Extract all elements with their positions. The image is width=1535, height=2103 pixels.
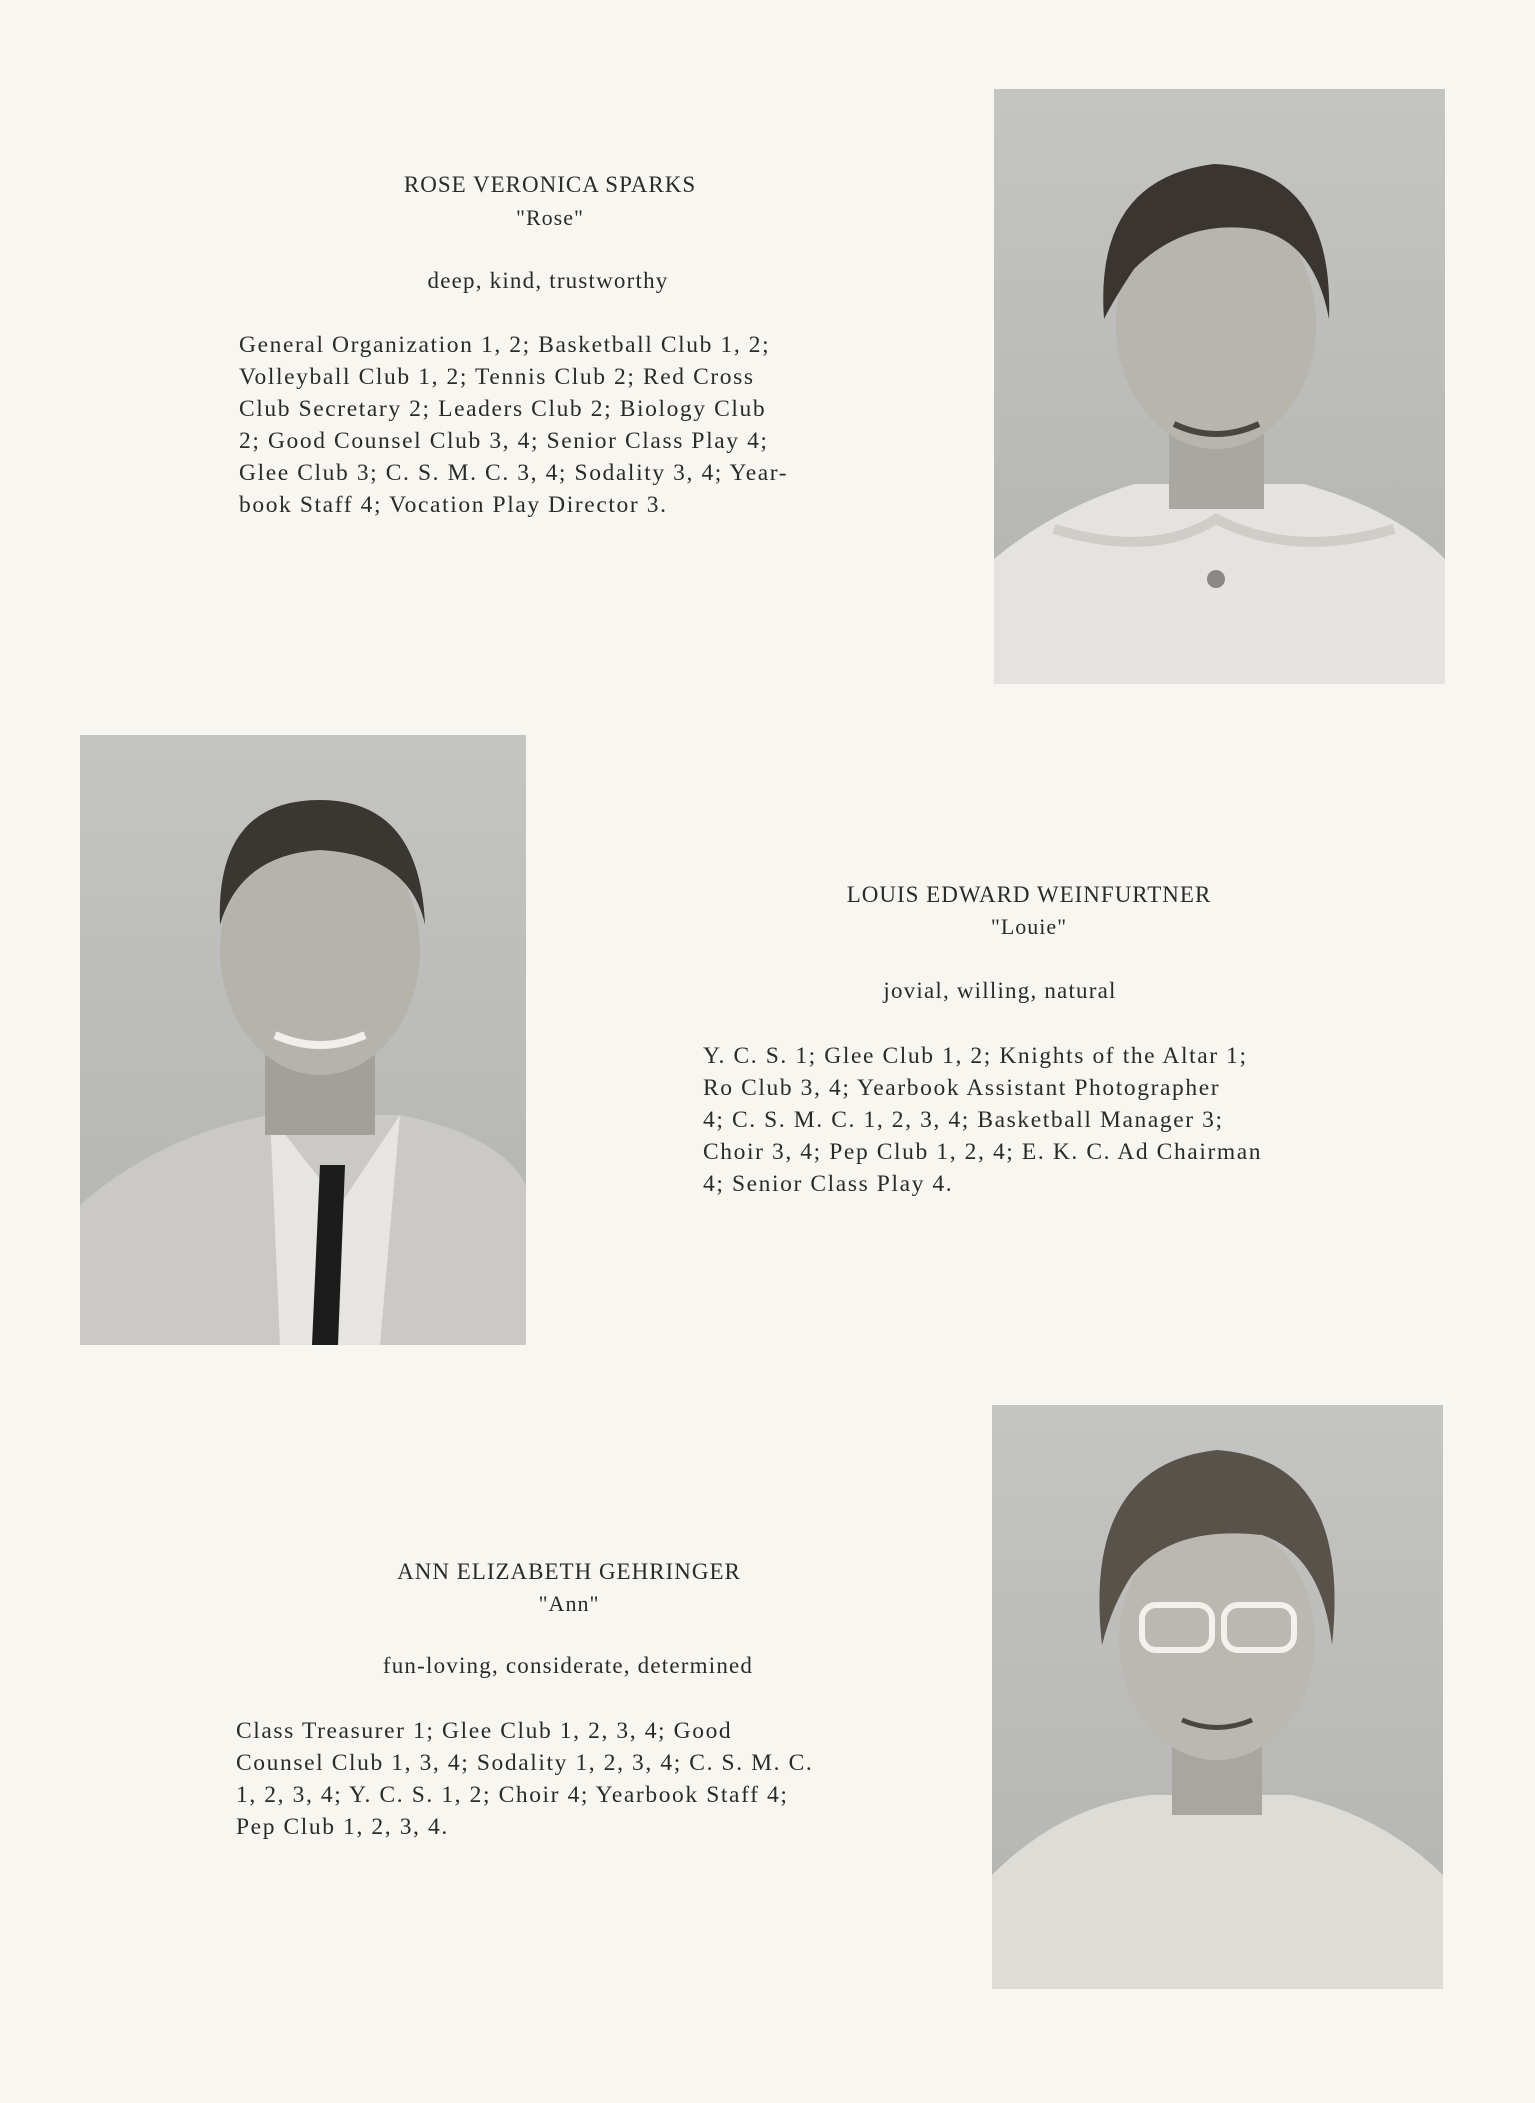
activity-line: Club Secretary 2; Leaders Club 2; Biology Club — [239, 396, 767, 422]
activity-line: Class Treasurer 1; Glee Club 1, 2, 3, 4; Good — [236, 1718, 733, 1744]
student-traits: deep, kind, trustworthy — [427, 268, 669, 293]
student-activities — [239, 329, 788, 521]
portrait-rose-sparks — [994, 89, 1445, 684]
activity-line: Y. C. S. 1; Glee Club 1, 2; Knights of the Altar 1; — [703, 1043, 1248, 1069]
student-nickname: "Louie" — [990, 914, 1068, 939]
student-name: ANN ELIZABETH GEHRINGER — [397, 1559, 741, 1584]
student-activities — [703, 1040, 1262, 1200]
activity-line: 4; Senior Class Play 4. — [703, 1171, 954, 1197]
activity-line: General Organization 1, 2; Basketball Club 1, 2; — [239, 332, 771, 358]
student-name: ROSE VERONICA SPARKS — [403, 172, 697, 197]
activity-line: Volleyball Club 1, 2; Tennis Club 2; Red Cross — [239, 364, 755, 390]
activity-line: Glee Club 3; C. S. M. C. 3, 4; Sodality 3, 4; Year- — [239, 460, 789, 486]
student-nickname: "Ann" — [538, 1591, 600, 1616]
student-nickname: "Rose" — [516, 205, 584, 230]
student-traits: jovial, willing, natural — [883, 978, 1117, 1003]
activity-line: book Staff 4; Vocation Play Director 3. — [239, 492, 668, 518]
student-activities — [236, 1715, 813, 1843]
portrait-louis-weinfurtner — [80, 735, 526, 1345]
portrait-ann-gehringer — [992, 1405, 1443, 1989]
activity-line: 1, 2, 3, 4; Y. C. S. 1, 2; Choir 4; Yearbook Staff 4; — [236, 1782, 789, 1808]
activity-line: Ro Club 3, 4; Yearbook Assistant Photographer — [703, 1075, 1221, 1101]
activity-line: 2; Good Counsel Club 3, 4; Senior Class Play 4; — [239, 428, 769, 454]
activity-line: Counsel Club 1, 3, 4; Sodality 1, 2, 3, 4; C. S. M. C. — [236, 1750, 814, 1776]
activity-line: 4; C. S. M. C. 1, 2, 3, 4; Basketball Manager 3; — [703, 1107, 1224, 1133]
student-name: LOUIS EDWARD WEINFURTNER — [846, 882, 1212, 907]
activity-line: Pep Club 1, 2, 3, 4. — [236, 1814, 449, 1840]
activity-line: Choir 3, 4; Pep Club 1, 2, 4; E. K. C. Ad Chairman — [703, 1139, 1263, 1165]
student-traits: fun-loving, considerate, determined — [382, 1653, 754, 1678]
